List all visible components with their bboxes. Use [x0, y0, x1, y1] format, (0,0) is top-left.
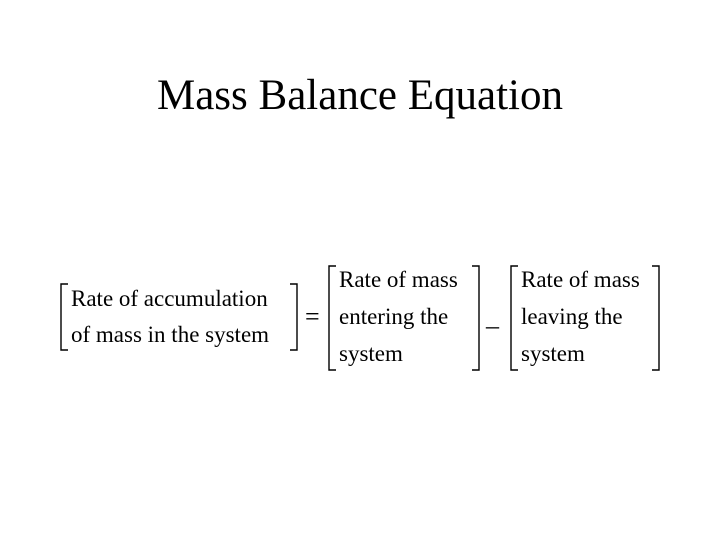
leaving-line-1: Rate of mass — [521, 267, 640, 292]
leaving-right-bracket — [652, 266, 659, 370]
entering-left-bracket — [329, 266, 336, 370]
entering-line-1: Rate of mass — [339, 267, 458, 292]
leaving-line-3: system — [521, 341, 585, 366]
accumulation-line-2: of mass in the system — [71, 322, 270, 347]
leaving-left-bracket — [511, 266, 518, 370]
entering-line-3: system — [339, 341, 403, 366]
equals-sign: = — [305, 302, 320, 331]
entering-line-2: entering the — [339, 304, 449, 329]
minus-sign: _ — [486, 302, 499, 331]
accumulation-line-1: Rate of accumulation — [71, 286, 268, 311]
slide-title: Mass Balance Equation — [156, 72, 563, 119]
accumulation-right-bracket — [290, 284, 297, 350]
accumulation-left-bracket — [61, 284, 68, 350]
entering-right-bracket — [472, 266, 479, 370]
leaving-line-2: leaving the — [521, 304, 623, 329]
